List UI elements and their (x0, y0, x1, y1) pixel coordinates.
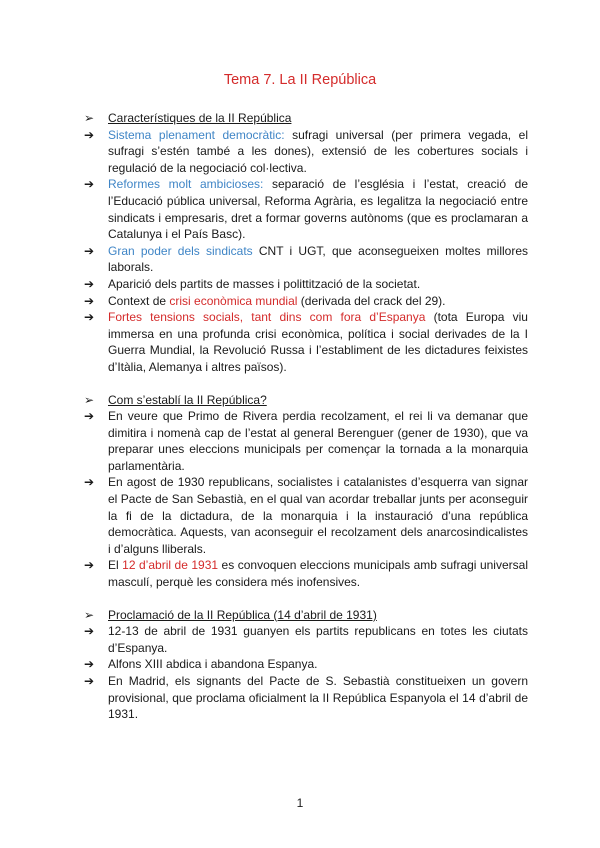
list-item: ➔ Context de crisi econòmica mundial (derivada del crack del 29). (84, 293, 446, 308)
list-item: ➔ Sistema plenament democràtic: sufragi universal (per primera vegada, el sufragi s’estén també a les dones), extensió de les cobertures socials i regulació de la negociació col·lectiva. (84, 127, 528, 175)
list-item: ➔ En Madrid, els signants del Pacte de S. Sebastià constitueixen un govern provisional, que proclama oficialment la II República Espanyola el 14 d’abril de 1931. (84, 674, 528, 722)
arrow-bullet-icon: ➔ (84, 409, 95, 424)
arrow-bullet-icon: ➔ (84, 276, 95, 291)
list-item: ➔ En agost de 1930 republicans, socialistes i catalanistes d’esquerra van signar el Pacte de San Sebastià, en el qual van acordar treballar junts per aconseguir la fi de la dictadura, de la monarquia i la instauració d’una república democràtica. Aquests, van aconseguir el recolzament dels anarcosindicalistes i d’alguns lliberals. (84, 475, 528, 556)
section-proclamacio (84, 607, 528, 723)
arrowhead-bullet-icon: ➢ (84, 607, 95, 622)
section-heading: ➢ Proclamació de la II República (14 d’abril de 1931) (84, 607, 377, 622)
arrow-bullet-icon: ➔ (84, 127, 95, 142)
section-caracteristiques (84, 110, 528, 376)
arrow-bullet-icon: ➔ (84, 475, 95, 490)
list-item: ➔ Reformes molt ambicioses: separació de l’església i l’estat, creació de l’Educació pública universal, Reforma Agrària, es legalitza la negociació entre sindicats i empresaris, dret a formar governs autònoms (que es proclamaran a Catalunya i el País Basc). (84, 177, 528, 242)
arrow-bullet-icon: ➔ (84, 558, 95, 573)
arrow-bullet-icon: ➔ (84, 310, 95, 325)
list-item: ➔ Fortes tensions socials, tant dins com fora d’Espanya (tota Europa viu immersa en una profunda crisi econòmica, política i social derivades de la I Guerra Mundial, la Revolució Russa i l’establiment de les dictadures feixistes d’Itàlia, Alemanya i altres països). (84, 310, 528, 374)
page-number: 1 (296, 796, 304, 810)
arrow-bullet-icon: ➔ (84, 674, 95, 688)
arrow-bullet-icon: ➔ (84, 243, 95, 258)
arrowhead-bullet-icon: ➢ (84, 392, 95, 407)
list-item: ➔ El 12 d’abril de 1931 es convoquen eleccions municipals amb sufragi universal masculí, perquè les considera més inofensives. (84, 558, 528, 590)
document-body (84, 110, 528, 739)
list-item: ➔ 12-13 de abril de 1931 guanyen els partits republicans en totes les ciutats d’Espanya. (84, 624, 528, 655)
arrow-bullet-icon: ➔ (84, 624, 95, 639)
arrow-bullet-icon: ➔ (84, 293, 95, 308)
section-heading: ➢ Característiques de la II República (84, 111, 292, 125)
list-item: ➔ Gran poder dels sindicats CNT i UGT, que aconsegueixen moltes millores laborals. (84, 243, 528, 275)
list-item: ➔ Aparició dels partits de masses i polittització de la societat. (84, 276, 421, 291)
list-item: ➔ En veure que Primo de Rivera perdia recolzament, el rei li va demanar que dimitira i nomenà cap de l’estat al general Berenguer (gener de 1930), que va preparar unes eleccions municipals per començar la tornada a la monarquia parlamentària. (84, 409, 528, 473)
document-title: Tema 7. La II República (223, 72, 377, 88)
arrow-bullet-icon: ➔ (84, 177, 95, 192)
section-com-s-establi (84, 392, 528, 591)
list-item: ➔ Alfons XIII abdica i abandona Espanya. (84, 657, 318, 672)
arrow-bullet-icon: ➔ (84, 657, 95, 672)
section-heading: ➢ Com s’establí la II República? (84, 392, 267, 407)
arrowhead-bullet-icon: ➢ (84, 111, 95, 125)
